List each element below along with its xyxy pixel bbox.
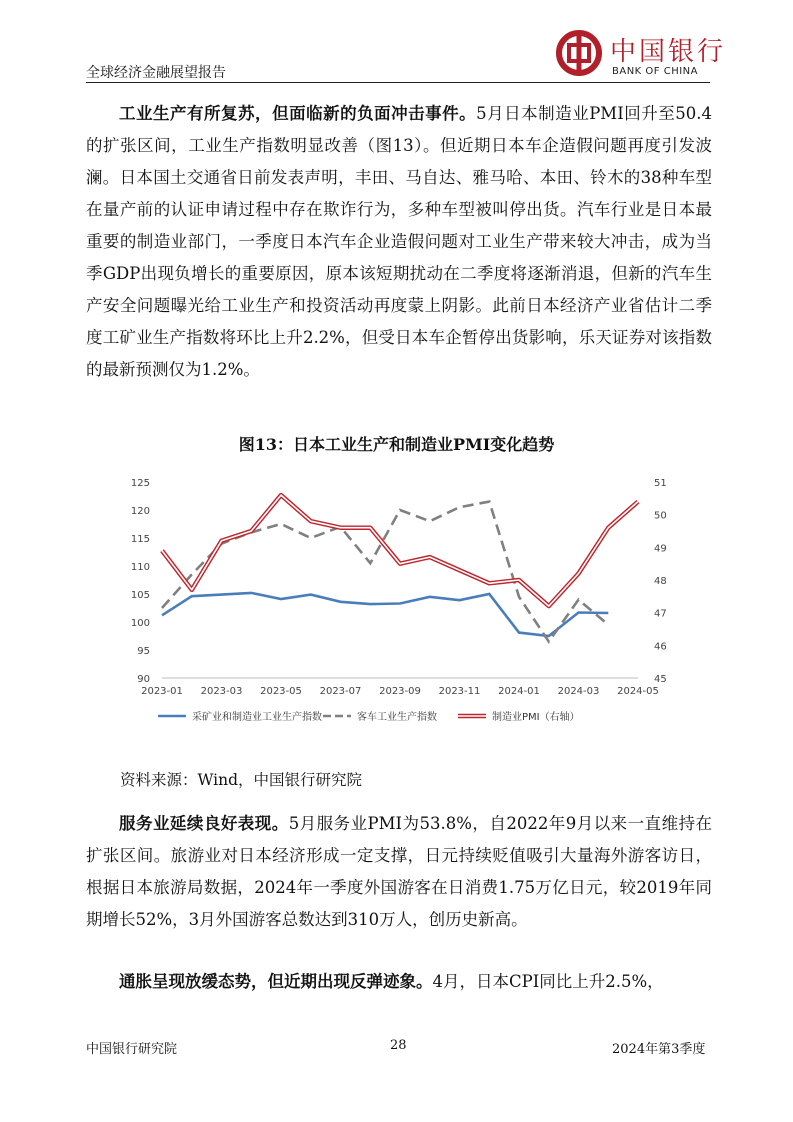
right-axis-tick-label: 50 [654,510,667,522]
logo-english-name: BANK OF CHINA [612,66,698,77]
paragraph-services [86,808,712,936]
x-axis-tick-label: 2023-03 [200,686,243,697]
figure-source: 资料来源：Wind，中国银行研究院 [120,771,363,789]
paragraph-inflation [86,966,712,998]
left-axis-tick-label: 115 [130,534,150,545]
header-divider [86,82,710,83]
x-axis-tick-label: 2024-01 [498,686,540,697]
footer-institution: 中国银行研究院 [86,1042,178,1057]
paragraph-lead: 服务业延续良好表现。 [119,814,289,833]
left-axis-tick-label: 120 [130,506,150,517]
left-axis-tick-label: 100 [130,618,150,629]
footer-period: 2024年第3季度 [612,1042,706,1057]
left-axis-tick-label: 105 [130,590,150,601]
x-axis-tick-label: 2024-03 [557,686,600,697]
bank-logo [556,30,726,80]
line-chart [118,466,678,736]
right-axis-tick-label: 49 [654,543,667,555]
right-axis-tick-label: 45 [654,674,667,685]
legend-label: 采矿业和制造业工业生产指数 [192,712,322,723]
series-line-pmi-outer [162,495,638,606]
logo-chinese-name: 中国银行 [610,37,727,67]
left-axis-tick-label: 90 [137,674,150,685]
right-axis-tick-label: 51 [654,478,667,489]
left-axis-tick-label: 110 [130,562,150,573]
figure-title: 图13：日本工业生产和制造业PMI变化趋势 [238,435,555,454]
right-axis-tick-label: 47 [654,608,667,620]
paragraph-body: 4月，日本CPI同比上升2.5%， [432,972,664,991]
legend-label: 客车工业生产指数 [357,712,437,723]
right-axis-tick-label: 48 [654,576,667,587]
paragraph-lead: 通胀呈现放缓态势，但近期出现反弹迹象。 [119,972,433,991]
x-axis-tick-label: 2024-05 [617,686,659,697]
right-axis-tick-label: 46 [654,641,667,653]
series-line-car-production [162,502,608,642]
x-axis-tick-label: 2023-11 [438,686,481,697]
left-axis-tick-label: 125 [130,478,150,489]
legend-label: 制造业PMI（右轴） [492,712,580,723]
bank-of-china-emblem-icon [556,30,602,76]
paragraph-body: 5月服务业PMI为53.8%，自2022年9月以来一直维持在扩张区间。旅游业对日本经济形成一定支撑，日元持续贬值吸引大量海外游客访日，根据日本旅游局数据，2024年一季度外国游客在日消费1.75万亿日元，较2019年同期增长52%，3月外国游客总数达到310万人，创历史新高。 [86,814,713,929]
x-axis-tick-label: 2023-07 [319,686,362,697]
x-axis-tick-label: 2023-05 [260,686,302,697]
report-title: 全球经济金融展望报告 [86,65,226,81]
page-number: 28 [390,1038,407,1053]
paragraph-industrial-production [86,98,712,386]
paragraph-lead: 工业生产有所复苏，但面临新的负面冲击事件。 [119,104,477,123]
left-axis-tick-label: 95 [137,646,150,657]
x-axis-tick-label: 2023-09 [379,686,421,697]
x-axis-tick-label: 2023-01 [141,686,183,697]
paragraph-body: 5月日本制造业PMI回升至50.4的扩张区间，工业生产指数明显改善（图13）。但近期日本车企造假问题再度引发波澜。日本国土交通省日前发表声明，丰田、马自达、雅马哈、本田、铃木的38种车型在量产前的认证申请过程中存在欺诈行为，多种车型被叫停出货。汽车行业是日本最重要的制造业部门，一季度日本汽车企业造假问题对工业生产带来较大冲击，成为当季GDP出现负增长的重要原因，原本该短期扰动在二季度将逐渐消退，但新的汽车生产安全问题曝光给工业生产和投资活动再度蒙上阴影。此前日本经济产业省估计二季度工矿业生产指数将环比上升2.2%，但受日本车企暂停出货影响，乐天证券对该指数的最新预测仅为1.2%。 [86,104,712,379]
